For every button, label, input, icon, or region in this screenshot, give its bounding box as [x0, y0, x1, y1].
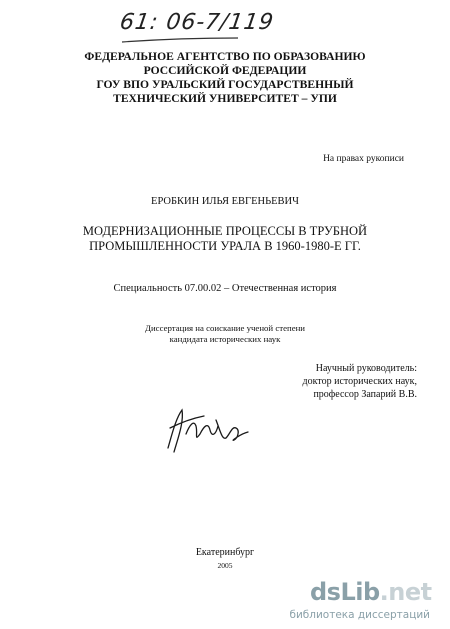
watermark-tagline: библиотека диссертаций — [289, 609, 430, 621]
year: 2005 — [217, 561, 233, 570]
signature-icon — [160, 404, 260, 456]
organization-line: РОССИЙСКОЙ ФЕДЕРАЦИИ — [143, 64, 307, 77]
title-line: ПРОМЫШЛЕННОСТИ УРАЛА В 1960-1980-Е ГГ. — [89, 239, 361, 253]
advisor-line: профессор Запарий В.В. — [313, 389, 417, 400]
organization-line: ТЕХНИЧЕСКИЙ УНИВЕРСИТЕТ – УПИ — [113, 92, 337, 105]
scientific-advisor — [303, 362, 417, 401]
degree-line: кандидата исторических наук — [169, 334, 281, 344]
city-name: Екатеринбург — [195, 547, 255, 558]
organization-line: ГОУ ВПО УРАЛЬСКИЙ ГОСУДАРСТВЕННЫЙ — [96, 78, 354, 91]
degree-statement — [100, 323, 350, 345]
degree-line: Диссертация на соискание ученой степени — [144, 323, 306, 333]
author-name: ЕРОБКИН ИЛЬЯ ЕВГЕНЬЕВИЧ — [151, 196, 299, 207]
title-line: МОДЕРНИЗАЦИОННЫЕ ПРОЦЕССЫ В ТРУБНОЙ — [82, 224, 368, 238]
advisor-line: доктор исторических наук, — [302, 376, 417, 387]
advisor-line: Научный руководитель: — [315, 363, 417, 374]
handwritten-code-text: 61: 06-7/119 — [118, 10, 276, 35]
dslib-watermark[interactable] — [289, 578, 432, 624]
organization-header — [70, 50, 380, 106]
manuscript-note: На правах рукописи — [323, 154, 404, 164]
watermark-logo-tld: .net — [379, 578, 432, 606]
specialty-line: Специальность 07.00.02 – Отечественная история — [113, 283, 337, 294]
watermark-logo — [310, 578, 430, 606]
watermark-logo-main: dsLib — [310, 578, 380, 606]
dissertation-title — [60, 224, 390, 254]
handwritten-registration-code — [118, 8, 318, 42]
organization-line: ФЕДЕРАЛЬНОЕ АГЕНТСТВО ПО ОБРАЗОВАНИЮ — [84, 50, 366, 63]
